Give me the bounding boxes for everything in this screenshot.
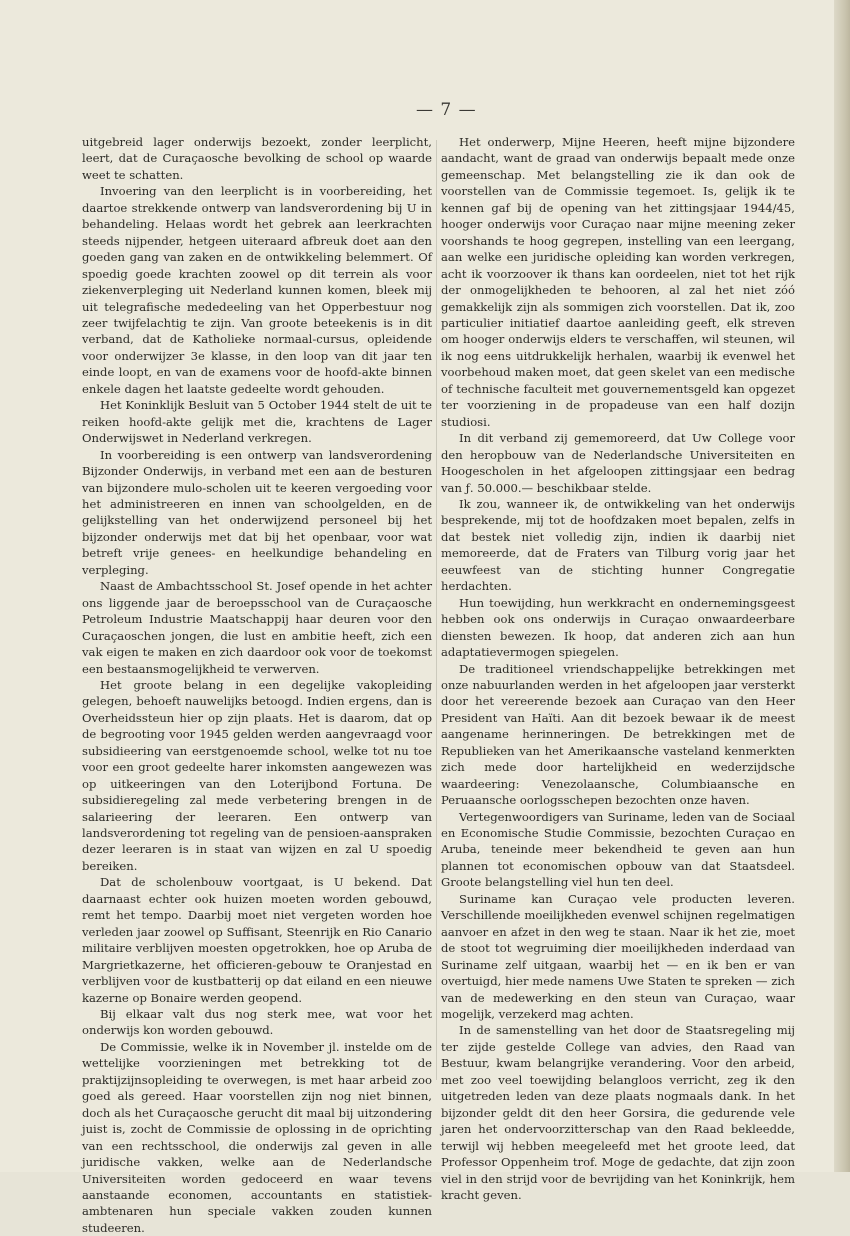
paragraph: Invoering van den leerplicht is in voorbereiding, het daartoe strekkende ontwerp van landsverordening bij U in behandeling. Helaas wordt het gebrek aan leerkrachten steeds nijpender, hetgeen uiteraard afbreuk doet aan den goeden gang van zaken en de ontwikkeling belemmert. Of spoedig goede krachten zoowel op dit terrein als voor ziekenverpleging uit Nederland kunnen komen, bleek mij uit telegrafische mededeeling van het Opperbestuur nog zeer twijfelachtig te zijn. Van groote beteekenis is in dit verband, dat de Katholieke normaal-cursus, opleidende voor onderwijzer 3e klasse, in den loop van dit jaar ten einde loopt, en van de examens voor de hoofd-akte binnen enkele dagen het laatste gedeelte wordt gehouden. <box>82 184 432 396</box>
right-column <box>441 134 795 1203</box>
paragraph: De traditioneel vriendschappelijke betrekkingen met onze nabuurlanden werden in het afgeloopen jaar versterkt door het vereerende bezoek aan Curaçao van den Heer President van Haïti. Aan dit bezoek bewaar ik de meest aangename herinneringen. De betrekkingen met de Republieken van het Amerikaansche vasteland kenmerkten zich mede door hartelijkheid en wederzijdsche waardeering: Venezolaansche, Columbiaansche en Peruaansche oorlogsschepen bezochten onze haven. <box>441 661 795 808</box>
paragraph: Ik zou, wanneer ik, de ontwikkeling van het onderwijs besprekende, mij tot de hoofdzaken moet bepalen, zelfs in dat bestek niet volledig zijn, indien ik daarbij niet memoreerde, dat de Fraters van Tilburg vorig jaar het eeuwfeest van de stichting hunner Congregatie herdachten. <box>441 496 795 594</box>
paragraph: Hun toewijding, hun werkkracht en ondernemingsgeest hebben ook ons onderwijs in Curaçao onwaardeerbare diensten bewezen. Ik hoop, dat anderen zich aan hun adaptatievermogen spiegelen. <box>441 595 795 660</box>
paragraph: uitgebreid lager onderwijs bezoekt, zonder leerplicht, leert, dat de Curaçaosche bevolking de school op waarde weet te schatten. <box>82 135 432 182</box>
paragraph: In de samenstelling van het door de Staatsregeling mij ter zijde gestelde College van advies, den Raad van Bestuur, kwam belangrijke verandering. Voor den arbeid, met zoo veel toewijding belangloos verricht, zeg ik den uitgetreden leden van deze plaats nogmaals dank. In het bijzonder geldt dit den heer Gorsira, die gedurende vele jaren het ondervoorzitterschap van den Raad bekleedde, terwijl wij hebben meegeleefd met het groote leed, dat Professor Oppenheim trof. Moge de gedachte, dat zijn zoon viel in den strijd voor de bevrijding van het Koninkrijk, hem kracht geven. <box>441 1023 795 1202</box>
page-edge <box>834 0 850 1172</box>
paragraph: Naast de Ambachtsschool St. Josef opende in het achter ons liggende jaar de beroepsschool van de Curaçaosche Petroleum Industrie Maatschappij haar deuren voor den Curaçaoschen jongen, die lust en ambitie heeft, zich een vak eigen te maken en zich daardoor ook voor de toekomst een bestaansmogelijkheid te verwerven. <box>82 579 432 676</box>
page-number: — 7 — <box>416 100 477 120</box>
paragraph: Het groote belang in een degelijke vakopleiding gelegen, behoeft nauwelijks betoogd. Indien ergens, dan is Overheidssteun hier op zijn plaats. Het is daarom, dat op de begrooting voor 1945 gelden werden aangevraagd voor subsidieering van eerstgenoemde school, welke tot nu toe voor een groot gedeelte harer inkomsten aangewezen was op uitkeeringen van den Loterijbond Fortuna. De subsidieregeling zal mede verbetering brengen in de salarieering der leeraren. Een ontwerp van landsverordening tot regeling van de pensioen-aanspraken dezer leeraren is in staat van wijzen en zal U spoedig bereiken. <box>82 677 432 873</box>
paragraph: Vertegenwoordigers van Suriname, leden van de Sociaal en Economische Studie Commissie, bezochten Curaçao en Aruba, teneinde meer bekendheid te geven aan hun plannen tot economischen opbouw van dat Staatsdeel. Groote belangstelling viel hun ten deel. <box>441 809 795 890</box>
left-column <box>82 134 432 1236</box>
paragraph: Dat de scholenbouw voortgaat, is U bekend. Dat daarnaast echter ook huizen moeten worden gebouwd, remt het tempo. Daarbij moet niet vergeten worden hoe verleden jaar zoowel op Suffisant, Steenrijk en Rio Canario militaire verblijven moesten opgetrokken, hoe op Aruba de Margrietkazerne, het officieren-gebouw te Oranjestad en verblijven voor de kustbatterij op dat eiland en een nieuwe kazerne op Bonaire werden geopend. <box>82 875 432 1005</box>
paragraph: Suriname kan Curaçao vele producten leveren. Verschillende moeilijkheden evenwel schijnen regelmatigen aanvoer en afzet in den weg te staan. Naar ik het zie, moet de stoot tot wegruiming dier moeilijkheden inderdaad van Suriname zelf uitgaan, waarbij het — en ik ben er van overtuigd, hier mede namens Uwe Staten te spreken — zich van de medewerking en den steun van Curaçao, waar mogelijk, verzekerd mag achten. <box>441 891 795 1022</box>
paragraph: Het onderwerp, Mijne Heeren, heeft mijne bijzondere aandacht, want de graad van onderwijs bepaalt mede onze gemeenschap. Met belangstelling zie ik dan ook de voorstellen van de Commissie tegemoet. Is, gelijk ik te kennen gaf bij de opening van het zittingsjaar 1944/45, hooger onderwijs voor Curaçao naar mijne meening zeker voorshands te hoog gegrepen, instelling van een leergang, aan welke een juridische opleiding kan worden verkregen, acht ik voorzoover ik thans kan oordeelen, niet tot het rijk der onmogelijkheden te behooren, al zal het niet zóó gemakkelijk zijn als sommigen zich voorstellen. Dat ik, zoo particulier initiatief daartoe aanleiding geeft, elk streven om hooger onderwijs elders te verschaffen, wil steunen, wil ik nog eens uitdrukkelijk herhalen, waarbij ik evenwel het voorbehoud maken moet, dat geen skelet van een medische of technische faculteit met gouvernementsgeld kan opgezet ter voorziening in de propadeuse van een half dozijn studiosi. <box>441 135 795 429</box>
paragraph: De Commissie, welke ik in November jl. instelde om de wettelijke voorzieningen met betrekking tot de praktijzijnsopleiding te overwegen, is met haar arbeid zoo goed als gereed. Haar voorstellen zijn nog niet binnen, doch als het Curaçaosche gerucht dit maal bij uitzondering juist is, zocht de Commissie de oplossing in de oprichting van een rechtsschool, die onderwijs zal geven in alle juridische vakken, welke aan de Nederlandsche Universiteiten worden gedoceerd en waar tevens aanstaande economen, accountants en statistiek-ambtenaren hun speciale vakken zouden kunnen studeeren. <box>82 1039 432 1235</box>
paragraph: Bij elkaar valt dus nog sterk mee, wat voor het onderwijs kon worden gebouwd. <box>82 1007 432 1038</box>
column-divider <box>436 140 437 1080</box>
paragraph: In voorbereiding is een ontwerp van landsverordening Bijzonder Onderwijs, in verband met een aan de besturen van bijzondere mulo-scholen uit te keeren vergoeding voor het administreeren en innen van schoolgelden, en de gelijkstelling van het onderwijzend personeel bij het bijzonder onderwijs met dat bij het openbaar, voor wat betreft vrije genees- en heelkundige behandeling en verpleging. <box>82 447 432 577</box>
paragraph: Het Koninklijk Besluit van 5 October 1944 stelt de uit te reiken hoofd-akte gelijk met die, krachtens de Lager Onderwijswet in Nederland verkregen. <box>82 398 432 446</box>
paragraph: In dit verband zij gememoreerd, dat Uw College voor den heropbouw van de Nederlandsche Universiteiten en Hoogescholen in het afgeloopen zittingsjaar een bedrag van ƒ. 50.000.— beschikbaar stelde. <box>441 431 795 495</box>
